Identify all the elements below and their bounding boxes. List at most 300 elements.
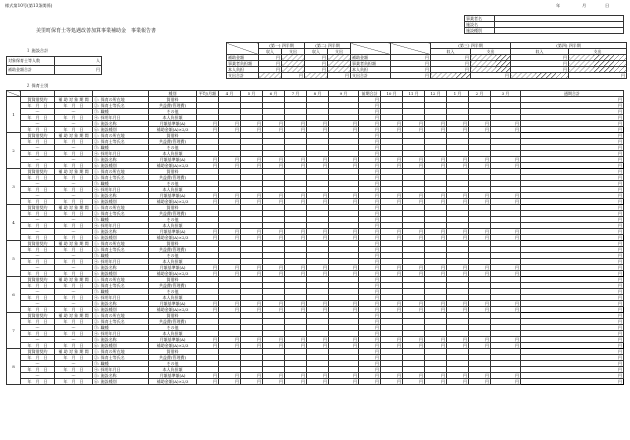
- first-half-total[interactable]: 円: [359, 211, 381, 217]
- first-half-total[interactable]: 円: [359, 133, 381, 139]
- month-value[interactable]: 円: [329, 265, 359, 271]
- first-half-total[interactable]: 円: [359, 379, 381, 385]
- annual-total[interactable]: 円: [521, 217, 624, 223]
- first-half-total[interactable]: 円: [359, 103, 381, 109]
- month-value[interactable]: 円: [285, 163, 307, 169]
- annual-total[interactable]: 円: [521, 235, 624, 241]
- first-half-total[interactable]: 円: [359, 253, 381, 259]
- annual-total[interactable]: 円: [521, 337, 624, 343]
- month-value[interactable]: 円: [447, 337, 469, 343]
- date-field[interactable]: 年 月 日: [55, 283, 93, 289]
- month-value[interactable]: 円: [263, 163, 285, 169]
- date-field[interactable]: 年 月 日: [21, 379, 55, 385]
- month-value[interactable]: 円: [469, 127, 491, 133]
- annual-total[interactable]: 円: [521, 109, 624, 115]
- month-value[interactable]: 円: [263, 343, 285, 349]
- month-value[interactable]: 円: [381, 265, 403, 271]
- month-value[interactable]: 円: [329, 307, 359, 313]
- annual-total[interactable]: 円: [521, 175, 624, 181]
- month-value[interactable]: 円: [469, 199, 491, 205]
- annual-total[interactable]: 円: [521, 289, 624, 295]
- month-value[interactable]: 円: [329, 157, 359, 163]
- annual-total[interactable]: 円: [521, 331, 624, 337]
- month-value[interactable]: 円: [285, 193, 307, 199]
- month-value[interactable]: 円: [469, 163, 491, 169]
- month-value[interactable]: 円: [381, 199, 403, 205]
- month-value[interactable]: 円: [447, 193, 469, 199]
- annual-total[interactable]: 円: [521, 169, 624, 175]
- avg-value[interactable]: 円: [197, 121, 219, 127]
- month-value[interactable]: 円: [263, 379, 285, 385]
- month-value[interactable]: 円: [491, 193, 521, 199]
- first-half-total[interactable]: 円: [359, 301, 381, 307]
- annual-total[interactable]: 円: [521, 295, 624, 301]
- month-value[interactable]: 円: [381, 379, 403, 385]
- month-value[interactable]: 円: [329, 229, 359, 235]
- annual-total[interactable]: 円: [521, 253, 624, 259]
- first-half-total[interactable]: 円: [359, 349, 381, 355]
- first-half-total[interactable]: 円: [359, 139, 381, 145]
- first-half-total[interactable]: 円: [359, 259, 381, 265]
- date-field[interactable]: 年 月 日: [55, 259, 93, 265]
- month-value[interactable]: 円: [491, 373, 521, 379]
- month-value[interactable]: 円: [491, 301, 521, 307]
- date-field[interactable]: 年 月 日: [55, 103, 93, 109]
- applicant-value[interactable]: [495, 28, 624, 34]
- month-value[interactable]: 円: [425, 235, 447, 241]
- month-value[interactable]: 円: [447, 373, 469, 379]
- annual-total[interactable]: 円: [521, 187, 624, 193]
- avg-value[interactable]: 円: [197, 229, 219, 235]
- month-value[interactable]: 円: [307, 157, 329, 163]
- first-half-total[interactable]: 円: [359, 217, 381, 223]
- month-value[interactable]: 円: [241, 193, 263, 199]
- first-half-total[interactable]: 円: [359, 241, 381, 247]
- month-value[interactable]: 円: [381, 271, 403, 277]
- month-value[interactable]: 円: [447, 307, 469, 313]
- month-value[interactable]: 円: [491, 343, 521, 349]
- first-half-total[interactable]: 円: [359, 127, 381, 133]
- month-value[interactable]: 円: [381, 157, 403, 163]
- date-field[interactable]: 年 月 日: [21, 187, 55, 193]
- first-half-total[interactable]: 円: [359, 247, 381, 253]
- date-field[interactable]: 年 月 日: [55, 319, 93, 325]
- date-field[interactable]: 年 月 日: [21, 295, 55, 301]
- month-value[interactable]: 円: [263, 307, 285, 313]
- date-field[interactable]: 年 月 日: [55, 247, 93, 253]
- date-field[interactable]: 年 月 日: [55, 367, 93, 373]
- month-value[interactable]: 円: [285, 271, 307, 277]
- month-value[interactable]: 円: [285, 301, 307, 307]
- first-half-total[interactable]: 円: [359, 175, 381, 181]
- month-value[interactable]: 円: [263, 271, 285, 277]
- month-value[interactable]: 円: [447, 127, 469, 133]
- month-value[interactable]: 円: [469, 235, 491, 241]
- annual-total[interactable]: 円: [521, 205, 624, 211]
- month-value[interactable]: 円: [241, 127, 263, 133]
- month-value[interactable]: 円: [381, 235, 403, 241]
- first-half-total[interactable]: 円: [359, 229, 381, 235]
- month-value[interactable]: 円: [469, 193, 491, 199]
- date-field[interactable]: 年 月 日: [55, 211, 93, 217]
- date-field[interactable]: 年 月 日: [21, 199, 55, 205]
- month-value[interactable]: 円: [491, 199, 521, 205]
- first-half-total[interactable]: 円: [359, 205, 381, 211]
- month-value[interactable]: 円: [329, 337, 359, 343]
- first-half-total[interactable]: 円: [359, 295, 381, 301]
- month-value[interactable]: 円: [263, 373, 285, 379]
- month-value[interactable]: 円: [329, 199, 359, 205]
- month-value[interactable]: 円: [447, 265, 469, 271]
- month-value[interactable]: 円: [241, 301, 263, 307]
- first-half-total[interactable]: 円: [359, 325, 381, 331]
- month-value[interactable]: 円: [491, 337, 521, 343]
- month-value[interactable]: 円: [307, 271, 329, 277]
- avg-value[interactable]: 円: [197, 127, 219, 133]
- month-value[interactable]: 円: [307, 301, 329, 307]
- month-value[interactable]: 円: [307, 343, 329, 349]
- date-field[interactable]: 年 月 日: [55, 115, 93, 121]
- month-value[interactable]: 円: [491, 163, 521, 169]
- month-value[interactable]: 円: [447, 157, 469, 163]
- month-value[interactable]: 円: [447, 343, 469, 349]
- month-value[interactable]: 円: [469, 337, 491, 343]
- month-value[interactable]: 円: [403, 199, 425, 205]
- annual-total[interactable]: 円: [521, 271, 624, 277]
- date-field[interactable]: 年 月 日: [21, 127, 55, 133]
- avg-value[interactable]: 円: [197, 157, 219, 163]
- month-value[interactable]: 円: [219, 235, 241, 241]
- first-half-total[interactable]: 円: [359, 343, 381, 349]
- date-field[interactable]: 年 月 日: [21, 331, 55, 337]
- annual-total[interactable]: 円: [521, 259, 624, 265]
- date-field[interactable]: 年 月 日: [55, 331, 93, 337]
- month-value[interactable]: 円: [219, 271, 241, 277]
- month-value[interactable]: 円: [307, 193, 329, 199]
- month-value[interactable]: 円: [491, 271, 521, 277]
- month-value[interactable]: 円: [403, 307, 425, 313]
- date-field[interactable]: 年 月 日: [21, 259, 55, 265]
- month-value[interactable]: 円: [329, 379, 359, 385]
- annual-total[interactable]: 円: [521, 103, 624, 109]
- month-value[interactable]: 円: [263, 301, 285, 307]
- month-value[interactable]: 円: [425, 373, 447, 379]
- month-value[interactable]: 円: [329, 235, 359, 241]
- first-half-total[interactable]: 円: [359, 331, 381, 337]
- month-value[interactable]: 円: [285, 157, 307, 163]
- month-value[interactable]: 円: [381, 373, 403, 379]
- annual-total[interactable]: 円: [521, 325, 624, 331]
- annual-total[interactable]: 円: [521, 319, 624, 325]
- month-value[interactable]: 円: [285, 229, 307, 235]
- month-value[interactable]: 円: [285, 121, 307, 127]
- month-value[interactable]: 円: [285, 373, 307, 379]
- first-half-total[interactable]: 円: [359, 199, 381, 205]
- month-value[interactable]: 円: [425, 127, 447, 133]
- month-value[interactable]: 円: [241, 235, 263, 241]
- month-value[interactable]: 円: [381, 301, 403, 307]
- date-field[interactable]: 年 月 日: [21, 307, 55, 313]
- annual-total[interactable]: 円: [521, 97, 624, 103]
- month-value[interactable]: 円: [491, 235, 521, 241]
- month-value[interactable]: 円: [263, 337, 285, 343]
- month-value[interactable]: 円: [425, 229, 447, 235]
- month-value[interactable]: 円: [241, 157, 263, 163]
- date-field[interactable]: 年 月 日: [55, 175, 93, 181]
- month-value[interactable]: 円: [469, 301, 491, 307]
- date-field[interactable]: 年 月 日: [21, 223, 55, 229]
- annual-total[interactable]: 円: [521, 283, 624, 289]
- month-value[interactable]: 円: [403, 301, 425, 307]
- first-half-total[interactable]: 円: [359, 193, 381, 199]
- month-value[interactable]: 円: [285, 235, 307, 241]
- month-value[interactable]: 円: [403, 193, 425, 199]
- month-value[interactable]: 円: [403, 373, 425, 379]
- summary-value[interactable]: 円: [391, 55, 431, 61]
- avg-value[interactable]: 円: [197, 373, 219, 379]
- first-half-total[interactable]: 円: [359, 355, 381, 361]
- month-value[interactable]: 円: [241, 121, 263, 127]
- month-value[interactable]: 円: [403, 337, 425, 343]
- month-value[interactable]: 円: [329, 193, 359, 199]
- first-half-total[interactable]: 円: [359, 157, 381, 163]
- month-value[interactable]: 円: [329, 121, 359, 127]
- annual-total[interactable]: 円: [521, 373, 624, 379]
- date-field[interactable]: 年 月 日: [55, 355, 93, 361]
- month-value[interactable]: 円: [469, 373, 491, 379]
- annual-total[interactable]: 円: [521, 133, 624, 139]
- date-field[interactable]: 年 月 日: [21, 103, 55, 109]
- month-value[interactable]: 円: [241, 199, 263, 205]
- annual-total[interactable]: 円: [521, 277, 624, 283]
- annual-total[interactable]: 円: [521, 145, 624, 151]
- annual-total[interactable]: 円: [521, 379, 624, 385]
- first-half-total[interactable]: 円: [359, 97, 381, 103]
- annual-total[interactable]: 円: [521, 121, 624, 127]
- month-value[interactable]: 円: [241, 265, 263, 271]
- month-value[interactable]: 円: [263, 157, 285, 163]
- avg-value[interactable]: 円: [197, 379, 219, 385]
- month-value[interactable]: 円: [219, 193, 241, 199]
- month-value[interactable]: 円: [219, 163, 241, 169]
- month-value[interactable]: 円: [219, 157, 241, 163]
- date-field[interactable]: 年 月 日: [21, 319, 55, 325]
- annual-total[interactable]: 円: [521, 151, 624, 157]
- month-value[interactable]: 円: [403, 265, 425, 271]
- month-value[interactable]: 円: [329, 343, 359, 349]
- month-value[interactable]: 円: [447, 229, 469, 235]
- month-value[interactable]: 円: [307, 379, 329, 385]
- avg-value[interactable]: 円: [197, 163, 219, 169]
- annual-total[interactable]: 円: [521, 307, 624, 313]
- month-value[interactable]: 円: [491, 157, 521, 163]
- month-value[interactable]: 円: [285, 337, 307, 343]
- month-value[interactable]: 円: [381, 193, 403, 199]
- month-value[interactable]: 円: [425, 379, 447, 385]
- summary-value[interactable]: 円: [305, 55, 328, 61]
- date-field[interactable]: 年 月 日: [55, 343, 93, 349]
- date-field[interactable]: 年 月 日: [55, 199, 93, 205]
- month-value[interactable]: 円: [241, 271, 263, 277]
- month-value[interactable]: 円: [403, 379, 425, 385]
- first-half-total[interactable]: 円: [359, 145, 381, 151]
- month-value[interactable]: 円: [447, 121, 469, 127]
- month-value[interactable]: 円: [381, 229, 403, 235]
- date-field[interactable]: 年 月 日: [21, 139, 55, 145]
- month-value[interactable]: 円: [329, 127, 359, 133]
- first-half-total[interactable]: 円: [359, 283, 381, 289]
- annual-total[interactable]: 円: [521, 193, 624, 199]
- month-value[interactable]: 円: [381, 307, 403, 313]
- month-value[interactable]: 円: [307, 127, 329, 133]
- month-value[interactable]: 円: [403, 235, 425, 241]
- month-value[interactable]: 円: [263, 265, 285, 271]
- month-value[interactable]: 円: [219, 199, 241, 205]
- month-value[interactable]: 円: [447, 271, 469, 277]
- month-value[interactable]: 円: [447, 163, 469, 169]
- date-field[interactable]: 年 月 日: [21, 367, 55, 373]
- staff-count-value[interactable]: 人: [55, 57, 102, 66]
- month-value[interactable]: 円: [381, 121, 403, 127]
- annual-total[interactable]: 円: [521, 157, 624, 163]
- first-half-total[interactable]: 円: [359, 115, 381, 121]
- annual-total[interactable]: 円: [521, 223, 624, 229]
- annual-total[interactable]: 円: [521, 355, 624, 361]
- date-field[interactable]: 年 月 日: [21, 163, 55, 169]
- month-value[interactable]: 円: [241, 343, 263, 349]
- annual-total[interactable]: 円: [521, 301, 624, 307]
- annual-total[interactable]: 円: [521, 367, 624, 373]
- date-field[interactable]: 年 月 日: [55, 223, 93, 229]
- summary-value[interactable]: 円: [431, 55, 471, 61]
- date-field[interactable]: 年 月 日: [21, 283, 55, 289]
- month-value[interactable]: 円: [263, 235, 285, 241]
- annual-total[interactable]: 円: [521, 139, 624, 145]
- first-half-total[interactable]: 円: [359, 271, 381, 277]
- first-half-total[interactable]: 円: [359, 265, 381, 271]
- month-value[interactable]: 円: [307, 121, 329, 127]
- first-half-total[interactable]: 円: [359, 361, 381, 367]
- annual-total[interactable]: 円: [521, 313, 624, 319]
- date-field[interactable]: 年 月 日: [55, 139, 93, 145]
- month-value[interactable]: 円: [219, 337, 241, 343]
- month-value[interactable]: 円: [403, 229, 425, 235]
- date-field[interactable]: 年 月 日: [21, 211, 55, 217]
- date-field[interactable]: 年 月 日: [55, 163, 93, 169]
- first-half-total[interactable]: 円: [359, 373, 381, 379]
- month-value[interactable]: 円: [285, 379, 307, 385]
- month-value[interactable]: 円: [219, 265, 241, 271]
- first-half-total[interactable]: 円: [359, 109, 381, 115]
- date-field[interactable]: 年 月 日: [21, 235, 55, 241]
- first-half-total[interactable]: 円: [359, 121, 381, 127]
- month-value[interactable]: 円: [329, 163, 359, 169]
- month-value[interactable]: 円: [425, 121, 447, 127]
- month-value[interactable]: 円: [241, 337, 263, 343]
- date-field[interactable]: 年 月 日: [55, 295, 93, 301]
- annual-total[interactable]: 円: [521, 349, 624, 355]
- month-value[interactable]: 円: [491, 307, 521, 313]
- month-value[interactable]: 円: [469, 121, 491, 127]
- annual-total[interactable]: 円: [521, 199, 624, 205]
- date-field[interactable]: 年 月 日: [21, 247, 55, 253]
- month-value[interactable]: 円: [285, 265, 307, 271]
- month-value[interactable]: 円: [285, 343, 307, 349]
- subsidy-total-value[interactable]: 円: [55, 66, 102, 75]
- month-value[interactable]: 円: [491, 121, 521, 127]
- first-half-total[interactable]: 円: [359, 289, 381, 295]
- month-value[interactable]: 円: [403, 343, 425, 349]
- month-value[interactable]: 円: [469, 265, 491, 271]
- month-value[interactable]: 円: [447, 379, 469, 385]
- month-value[interactable]: 円: [403, 127, 425, 133]
- annual-total[interactable]: 円: [521, 247, 624, 253]
- month-value[interactable]: 円: [263, 199, 285, 205]
- date-field[interactable]: 年 月 日: [21, 151, 55, 157]
- month-value[interactable]: 円: [263, 193, 285, 199]
- month-value[interactable]: 円: [219, 127, 241, 133]
- first-half-total[interactable]: 円: [359, 169, 381, 175]
- month-value[interactable]: 円: [425, 163, 447, 169]
- month-value[interactable]: 円: [219, 373, 241, 379]
- month-value[interactable]: 円: [263, 229, 285, 235]
- month-value[interactable]: 円: [425, 199, 447, 205]
- first-half-total[interactable]: 円: [359, 307, 381, 313]
- month-value[interactable]: 円: [329, 301, 359, 307]
- month-value[interactable]: 円: [307, 163, 329, 169]
- month-value[interactable]: 円: [307, 373, 329, 379]
- month-value[interactable]: 円: [307, 229, 329, 235]
- month-value[interactable]: 円: [469, 343, 491, 349]
- month-value[interactable]: 円: [425, 193, 447, 199]
- annual-total[interactable]: 円: [521, 361, 624, 367]
- annual-total[interactable]: 円: [521, 265, 624, 271]
- month-value[interactable]: 円: [403, 271, 425, 277]
- month-value[interactable]: 円: [381, 343, 403, 349]
- month-value[interactable]: 円: [491, 229, 521, 235]
- month-value[interactable]: 円: [307, 307, 329, 313]
- month-value[interactable]: 円: [469, 229, 491, 235]
- month-value[interactable]: 円: [447, 301, 469, 307]
- month-value[interactable]: 円: [425, 301, 447, 307]
- month-value[interactable]: 円: [403, 163, 425, 169]
- month-value[interactable]: 円: [241, 229, 263, 235]
- month-value[interactable]: 円: [491, 127, 521, 133]
- annual-total[interactable]: 円: [521, 127, 624, 133]
- month-value[interactable]: 円: [263, 127, 285, 133]
- avg-value[interactable]: 円: [197, 235, 219, 241]
- first-half-total[interactable]: 円: [359, 163, 381, 169]
- month-value[interactable]: 円: [491, 379, 521, 385]
- month-value[interactable]: 円: [241, 307, 263, 313]
- avg-value[interactable]: 円: [197, 193, 219, 199]
- avg-value[interactable]: 円: [197, 307, 219, 313]
- month-value[interactable]: 円: [425, 157, 447, 163]
- month-value[interactable]: 円: [307, 265, 329, 271]
- month-value[interactable]: 円: [307, 337, 329, 343]
- annual-total[interactable]: 円: [521, 343, 624, 349]
- date-field[interactable]: 年 月 日: [55, 187, 93, 193]
- month-value[interactable]: 円: [425, 271, 447, 277]
- annual-total[interactable]: 円: [521, 163, 624, 169]
- month-value[interactable]: 円: [425, 337, 447, 343]
- month-value[interactable]: 円: [219, 121, 241, 127]
- first-half-total[interactable]: 円: [359, 151, 381, 157]
- month-value[interactable]: 円: [447, 199, 469, 205]
- date-field[interactable]: 年 月 日: [55, 271, 93, 277]
- month-value[interactable]: 円: [285, 127, 307, 133]
- month-value[interactable]: 円: [381, 127, 403, 133]
